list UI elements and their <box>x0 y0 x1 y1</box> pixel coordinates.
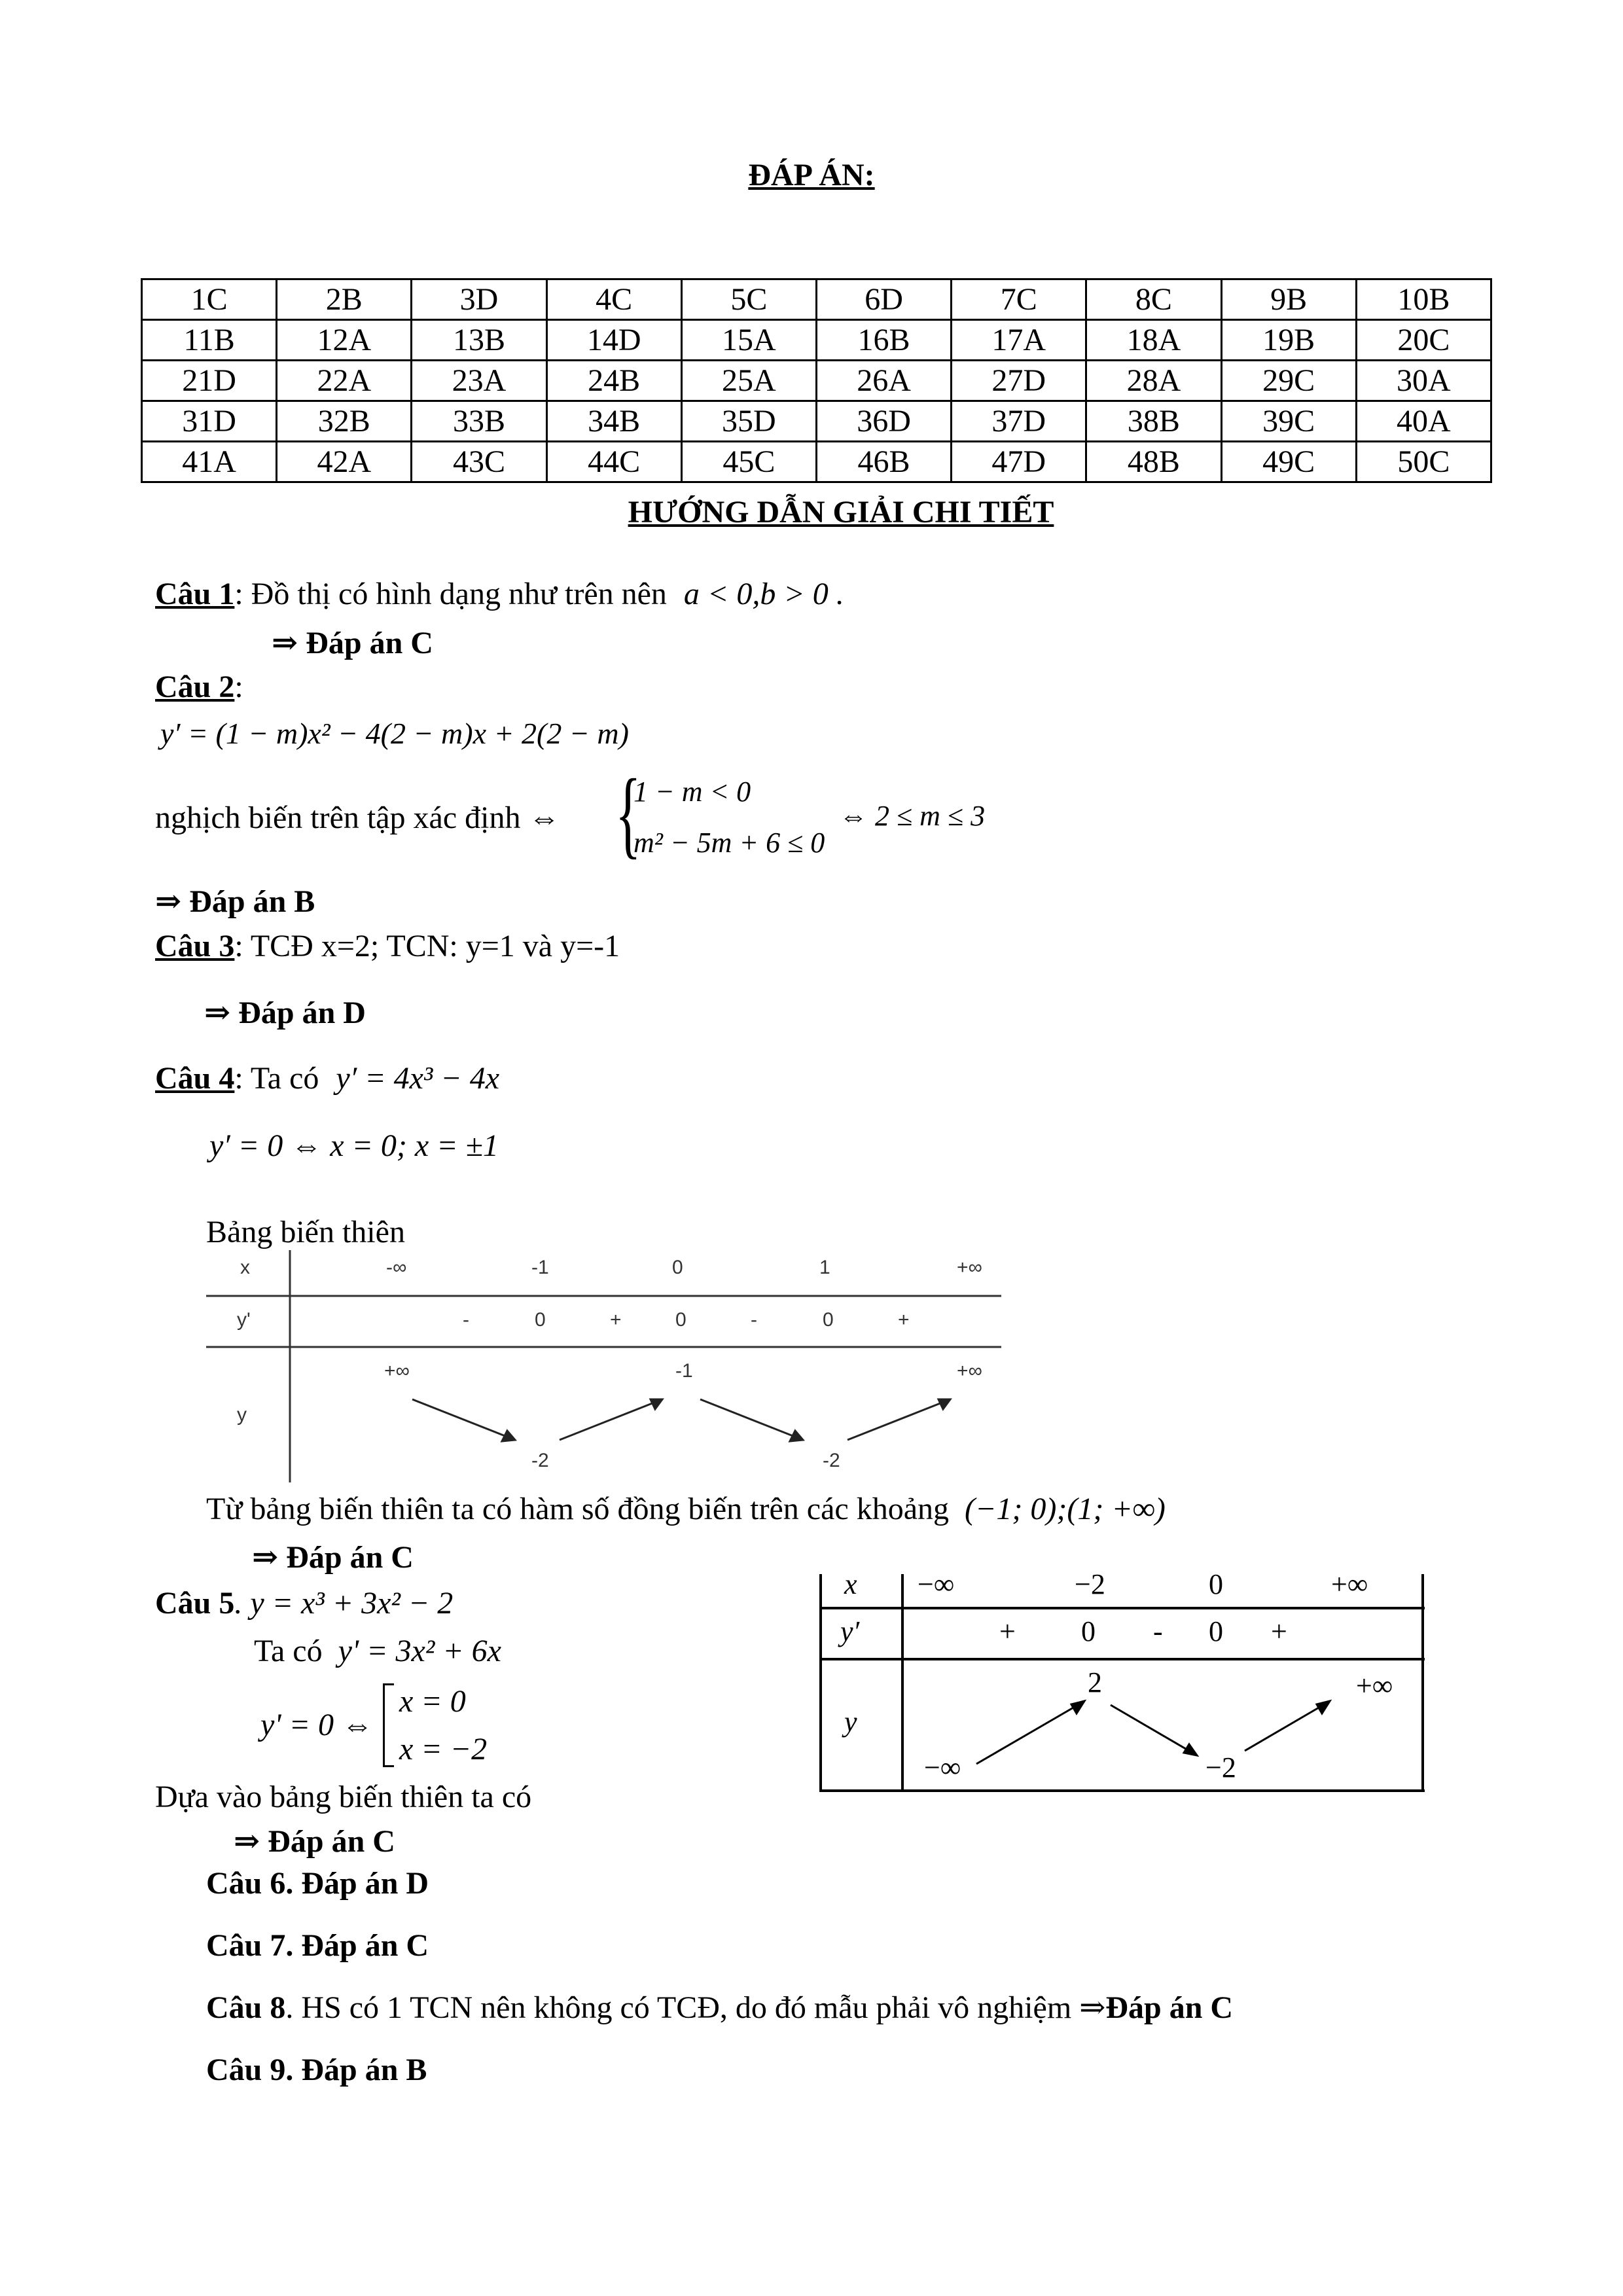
answer-cell: 13B <box>412 320 546 361</box>
q5-label: Câu 5 <box>155 1586 235 1621</box>
q5-x-value: +∞ <box>1331 1568 1368 1600</box>
answer-cell: 22A <box>277 361 412 401</box>
q4-line <box>155 1060 499 1096</box>
q2-system-line1: 1 − m < 0 <box>633 776 751 808</box>
q5-root2: x = −2 <box>399 1732 488 1767</box>
q3-text: : TCĐ x=2; TCN: y=1 và y=-1 <box>234 929 620 963</box>
answer-cell: 40A <box>1356 401 1491 442</box>
q4-table-label: Bảng biến thiên <box>206 1215 405 1249</box>
q2-brace: { <box>615 759 641 868</box>
q5-x-value: −2 <box>1075 1568 1105 1600</box>
answer-cell: 46B <box>816 442 951 482</box>
answer-row <box>142 401 1491 442</box>
answer-cell: 9B <box>1221 279 1356 320</box>
q4-yp-sign: + <box>898 1309 910 1331</box>
answer-cell: 11B <box>142 320 277 361</box>
q5-x-value: −∞ <box>918 1568 955 1600</box>
answer-cell: 29C <box>1221 361 1356 401</box>
q4-x-value: -∞ <box>386 1257 407 1278</box>
q4-roots: y′ = 0 ⇔ x = 0; x = ±1 <box>209 1128 499 1163</box>
q4-y-value: -2 <box>823 1450 840 1471</box>
q4-x-label: x <box>240 1257 250 1278</box>
answer-cell: 45C <box>681 442 816 482</box>
q5-y-value: −∞ <box>924 1751 961 1784</box>
answer-cell: 3D <box>412 279 546 320</box>
q9-label: Câu 9 <box>206 2053 286 2087</box>
answer-cell: 23A <box>412 361 546 401</box>
answer-cell: 10B <box>1356 279 1491 320</box>
answer-cell: 41A <box>142 442 277 482</box>
q5-line <box>155 1585 453 1621</box>
q4-label: Câu 4 <box>155 1061 235 1096</box>
q1-answer: ⇒ Đáp án C <box>272 626 433 660</box>
answer-cell: 8C <box>1086 279 1221 320</box>
answer-cell: 15A <box>681 320 816 361</box>
q5-y-value: −2 <box>1205 1751 1236 1784</box>
answer-cell: 49C <box>1221 442 1356 482</box>
q5-yp-label: y′ <box>840 1615 860 1647</box>
q4-table-lines <box>206 1250 1001 1482</box>
answer-cell: 4C <box>546 279 681 320</box>
q5-func: . y = x³ + 3x² − 2 <box>234 1586 454 1621</box>
q5-derivative: y' = 3x² + 6x <box>338 1634 501 1668</box>
q5-yp-sign: 0 <box>1209 1615 1223 1647</box>
q4-y-value: -1 <box>675 1360 693 1382</box>
q5-y-value: +∞ <box>1356 1670 1393 1702</box>
q4-yp-sign: - <box>751 1309 757 1331</box>
answer-cell: 50C <box>1356 442 1491 482</box>
q4-intervals: (−1; 0);(1; +∞) <box>965 1492 1166 1526</box>
q5-y-label: y <box>844 1706 857 1738</box>
q5-table-lines <box>819 1574 1425 1793</box>
page-title: ĐÁP ÁN: <box>748 158 875 192</box>
q2-derivative: y′ = (1 − m)x² − 4(2 − m)x + 2(2 − m) <box>160 717 629 750</box>
q4-y-value: +∞ <box>384 1360 410 1382</box>
q3-line <box>155 928 620 964</box>
answer-cell: 6D <box>816 279 951 320</box>
q4-y-value: +∞ <box>957 1360 982 1382</box>
q4-yp-sign: 0 <box>675 1309 687 1331</box>
q4-conclusion <box>206 1491 1166 1527</box>
q4-yp-label: y' <box>237 1309 251 1331</box>
q4-yp-sign: + <box>610 1309 622 1331</box>
q7-line <box>206 1928 429 1964</box>
q6-label: Câu 6 <box>206 1866 286 1901</box>
answer-cell: 30A <box>1356 361 1491 401</box>
q7-label: Câu 7 <box>206 1928 286 1963</box>
q4-text: : Ta có <box>234 1061 319 1096</box>
q4-yp-sign: - <box>463 1309 469 1331</box>
answer-row <box>142 320 1491 361</box>
answer-cell: 16B <box>816 320 951 361</box>
q5-yp-sign: - <box>1153 1615 1163 1647</box>
q5-roots-left: y' = 0 ⇔ <box>260 1708 373 1742</box>
answer-cell: 38B <box>1086 401 1221 442</box>
answer-cell: 33B <box>412 401 546 442</box>
q5-answer: ⇒ Đáp án C <box>234 1824 395 1859</box>
q1-line <box>155 576 844 612</box>
answer-cell: 26A <box>816 361 951 401</box>
answer-cell: 44C <box>546 442 681 482</box>
answer-cell: 28A <box>1086 361 1221 401</box>
answer-cell: 24B <box>546 361 681 401</box>
q4-x-value: +∞ <box>957 1257 982 1278</box>
q4-y-value: -2 <box>531 1450 549 1471</box>
answer-cell: 5C <box>681 279 816 320</box>
answer-cell: 48B <box>1086 442 1221 482</box>
q2-heading <box>155 669 243 705</box>
q5-derivative-text: Ta có <box>254 1634 323 1668</box>
answer-cell: 19B <box>1221 320 1356 361</box>
answer-table <box>141 278 1492 483</box>
q5-variation-table <box>819 1568 1425 1793</box>
q5-bracket <box>383 1683 394 1767</box>
q8-text: . HS có 1 TCN nên không có TCĐ, do đó mẫu phải vô nghiệm ⇒ <box>285 1990 1106 2025</box>
q9-line <box>206 2052 427 2088</box>
q8-answer: Đáp án C <box>1105 1990 1234 2025</box>
q5-y-value: 2 <box>1088 1666 1102 1698</box>
answer-cell: 14D <box>546 320 681 361</box>
q4-conclusion-text: Từ bảng biến thiên ta có hàm số đồng biến trên các khoảng <box>206 1492 950 1526</box>
q2-label: Câu 2 <box>155 670 235 704</box>
q2-condition: nghịch biến trên tập xác định ⇔ <box>155 800 560 835</box>
q2-colon: : <box>234 670 243 704</box>
q6-line <box>206 1865 429 1901</box>
q5-conclusion: Dựa vào bảng biến thiên ta có <box>155 1780 532 1814</box>
answer-cell: 31D <box>142 401 277 442</box>
q5-yp-sign: + <box>999 1615 1016 1647</box>
q3-answer: ⇒ Đáp án D <box>204 996 366 1030</box>
q8-line <box>206 1990 1233 2026</box>
q7-answer: . Đáp án C <box>285 1928 429 1963</box>
q4-x-value: -1 <box>531 1257 549 1278</box>
answer-cell: 34B <box>546 401 681 442</box>
q2-system-line2: m² − 5m + 6 ≤ 0 <box>633 827 825 859</box>
q5-x-value: 0 <box>1209 1568 1223 1600</box>
answer-cell: 17A <box>952 320 1086 361</box>
answer-cell: 43C <box>412 442 546 482</box>
q4-answer: ⇒ Đáp án C <box>252 1540 414 1575</box>
answer-cell: 36D <box>816 401 951 442</box>
answer-cell: 27D <box>952 361 1086 401</box>
q4-variation-table <box>206 1250 1001 1482</box>
answer-row <box>142 361 1491 401</box>
q5-derivative-line <box>254 1633 501 1669</box>
answer-cell: 25A <box>681 361 816 401</box>
answer-cell: 21D <box>142 361 277 401</box>
answer-cell: 32B <box>277 401 412 442</box>
q1-math: a < 0,b > 0 . <box>683 577 844 611</box>
q6-answer: . Đáp án D <box>285 1866 429 1901</box>
q2-answer: ⇒ Đáp án B <box>155 884 315 919</box>
q4-yp-sign: 0 <box>535 1309 546 1331</box>
answer-cell: 12A <box>277 320 412 361</box>
q2-result: ⇔ 2 ≤ m ≤ 3 <box>839 800 986 832</box>
answer-cell: 18A <box>1086 320 1221 361</box>
answer-cell: 20C <box>1356 320 1491 361</box>
q3-label: Câu 3 <box>155 929 235 963</box>
answer-cell: 42A <box>277 442 412 482</box>
answer-cell: 2B <box>277 279 412 320</box>
answer-row <box>142 279 1491 320</box>
answer-cell: 1C <box>142 279 277 320</box>
answer-cell: 39C <box>1221 401 1356 442</box>
q5-root1: x = 0 <box>399 1684 466 1719</box>
q5-x-label: x <box>844 1568 857 1600</box>
q9-answer: . Đáp án B <box>285 2053 427 2087</box>
q4-yp-sign: 0 <box>823 1309 834 1331</box>
answer-cell: 37D <box>952 401 1086 442</box>
answer-row <box>142 442 1491 482</box>
q5-yp-sign: 0 <box>1081 1615 1096 1647</box>
q4-x-value: 0 <box>672 1257 683 1278</box>
q1-text: : Đồ thị có hình dạng như trên nên <box>234 577 667 611</box>
q4-x-value: 1 <box>819 1257 830 1278</box>
q4-y-label: y <box>237 1404 247 1426</box>
q5-yp-sign: + <box>1271 1615 1287 1647</box>
q1-label: Câu 1 <box>155 577 235 611</box>
answer-cell: 7C <box>952 279 1086 320</box>
q4-derivative: y′ = 4x³ − 4x <box>336 1061 499 1096</box>
q8-label: Câu 8 <box>206 1990 286 2025</box>
section-title: HƯỚNG DẪN GIẢI CHI TIẾT <box>628 495 1054 529</box>
answer-cell: 35D <box>681 401 816 442</box>
answer-cell: 47D <box>952 442 1086 482</box>
